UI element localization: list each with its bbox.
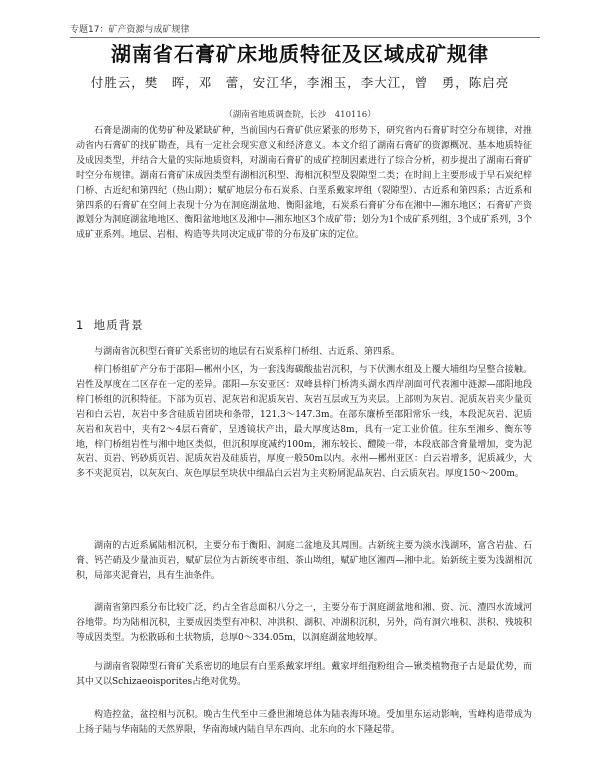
section-number: 1 [76, 318, 85, 332]
body-paragraph: 构造控盆，盆控相与沉积。晚古生代至中三叠世湘境总体为陆表海环境。受加里东运动影响，雪峰构造带成为上扬子陆与华南陆的天然界限，华南海域内陆自早东西向、北东向的水下隆起带。 [76, 710, 532, 735]
body-paragraph: 湖南省第四系分布比较广泛，约占全省总面积八分之一，主要分布于洞庭湖盆地和湘、资、沅、澧四水流域河谷地带。均为陆相沉积，主要成因类型有冲积、冲洪积、湖积、冲湖积沉积，另外，尚有洞穴堆积、洪积、残坡积等成因类型。为松散砾和土状物质，总厚0～334.05m，以洞庭湖盆地较厚。 [76, 603, 532, 643]
section-heading [76, 317, 144, 333]
running-header: 专题17：矿产资源与成矿规律 [70, 22, 540, 38]
body-paragraph: 与湖南省裂隙型石膏矿关系密切的地层有白垩系戴家坪组。戴家坪组孢粉组合—锹类植物孢子古是最优势，而其中又以Schizaeoisporites占绝对优势。 [76, 662, 532, 687]
section-title: 地质背景 [93, 318, 144, 332]
abstract-paragraph: 石膏是湖南的优势矿种及紧缺矿种，当前国内石膏矿供应紧张的形势下，研究省内石膏矿时空分布规律，对推动省内石膏矿的找矿勘查，具有一定社会现实意义和经济意义。本文介绍了湖南石膏矿的资源概况、基本地质特征及成因类型，并结合大量的实际地质资料，对湖南石膏矿的成矿控制因素进行了综合分析，初步提出了湖南石膏矿时空分布规律。湖南石膏矿床成因类型有湖相沉积型、海相沉积型及裂隙型二类；在时间上主要形成于早石炭纪梓门桥、古近纪和第四纪（热山期）；赋矿地层分布石炭系、白垩系戴家坪组（裂隙型）、古近系和第四系；古近系和第四系的石膏矿在空间上表现十分为在洞庭湖盆地、衡阳盆地，石炭系石膏矿分布在湘中—湘东地区；石膏矿产资源划分为洞庭湖盆地地区、衡阳盆地地区及湘中—湘东地区3个成矿带；划分为1个成矿系列组，3个成矿系列，3个成矿亚系列。地层、岩相、构造等共同决定成矿带的分布及矿床的定位。 [76, 126, 532, 241]
paper-title: 湖南省石膏矿床地质特征及区域成矿规律 [111, 42, 489, 66]
author-list: 付胜云，樊 晖，邓 蕾，安江华，李湘玉，李大江，曾 勇，陈启亮 [90, 75, 510, 90]
body-paragraph: 湖南的古近系属陆相沉积，主要分布于衡阳、洞庭二盆地及其周围。古新统主要为淡水浅湖环，富含岩盐、石膏、钙芒硝及少量油页岩，赋矿层位为古新统枣市组、茶山坳组，赋矿地区湘西—湘中北。始新统主要为浅湖相沉积，局部夹泥膏岩，具有生油条件。 [76, 541, 532, 581]
body-paragraph: 与湖南省沉积型石膏矿关系密切的地层有石炭系梓门桥组、古近系、第四系。 [94, 347, 401, 357]
affiliation: （湖南省地质调查院，长沙 410116） [224, 110, 376, 120]
body-paragraph: 梓门桥组矿产分布于邵阳—郴州小区，为一套浅海碳酸盐岩沉积，与下伏测水组及上覆大埔组均呈整合接触。岩性及厚度在二区存在一定的差异。邵阳—东安亚区：双峰县梓门桥湾头湖水西岸剖面可代表湘中涟源—邵阳地段梓门桥组的沉积特征。下部为页岩、泥灰岩和泥质灰岩、灰岩互层或互为夹层。上部则为灰岩、泥质灰岩夹少量页岩和白云岩，灰岩中多含硅质岩团块和条带，121.3～147.3m。在部东廉桥至邵阳常乐一线，本段泥灰岩、泥质灰岩和灰岩中，夹有2～4层石膏矿，呈透镜状产出，最大厚度达8m，具有一定工业价值。往东至湘乡、衡东等地，梓门桥组岩性与湘中地区类似，但沉积厚度减约100m，湘东较长、醴陵一带，本段底部含膏量增加，变为泥灰岩、页岩、钙砂质页岩、泥质灰岩及硅质岩，厚度一般50m以内。永州—郴州亚区：白云岩增多，泥质减少，大多不夹泥页岩，以灰灰白、灰色厚层至块状中细晶白云岩为主夹粉屑泥晶灰岩、白云质灰岩。厚度150～200m。 [76, 365, 532, 480]
